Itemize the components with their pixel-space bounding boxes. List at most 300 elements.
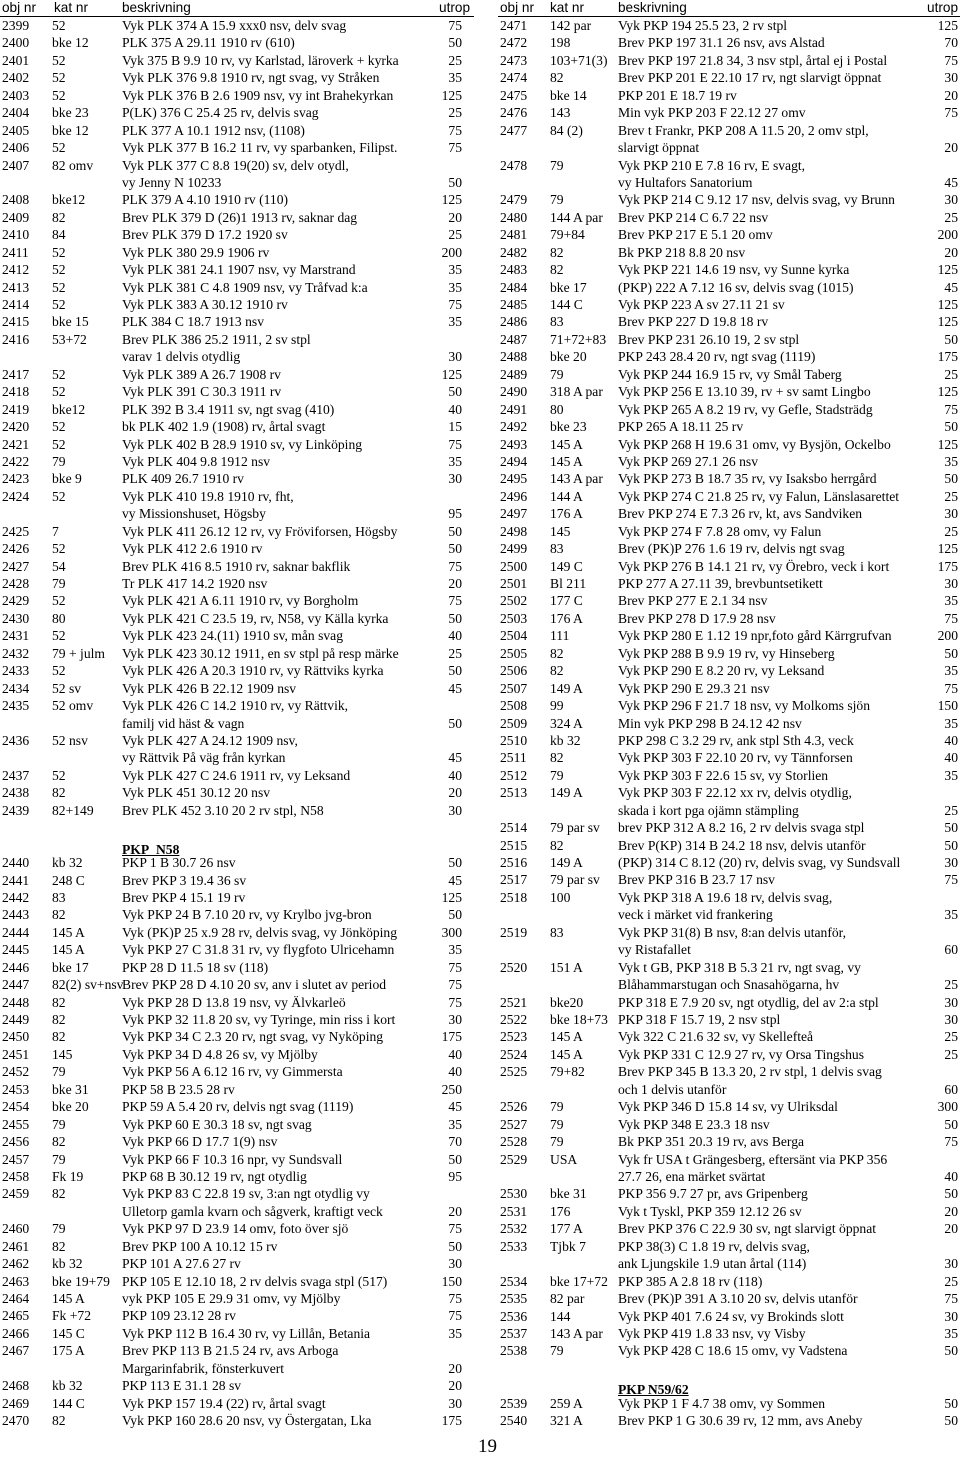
lot-description: Brev t Frankr, PKP 208 A 11.5 20, 2 omv stpl, xyxy=(618,122,869,138)
lot-number: 2423 xyxy=(2,471,30,487)
lot-description: Vyk PKP 273 B 18.7 35 rv, vy Isaksbo herrgård xyxy=(618,471,877,487)
lot-number: 2466 xyxy=(2,1325,30,1341)
lot-row xyxy=(498,157,960,192)
lot-number: 2432 xyxy=(2,645,30,661)
lot-row xyxy=(498,854,960,871)
lot-number: 2478 xyxy=(500,157,528,173)
lot-row xyxy=(0,1081,474,1098)
lot-number: 2436 xyxy=(2,733,30,748)
lot-description: Vyk PKP 274 F 7.8 28 omv, vy Falun xyxy=(618,523,822,539)
lot-number: 2496 xyxy=(500,488,528,504)
lot-row xyxy=(0,261,474,278)
catalog-number: 83 xyxy=(550,924,564,940)
lot-row xyxy=(498,418,960,435)
catalog-number: 143 A par xyxy=(550,1325,603,1341)
lot-number: 2520 xyxy=(500,959,528,975)
lot-description: Brev PKP 4 15.1 19 rv xyxy=(122,889,246,905)
lot-number: 2493 xyxy=(500,436,528,452)
lot-number: 2454 xyxy=(2,1099,30,1115)
lot-description: Brev PKP 100 A 10.12 15 rv xyxy=(122,1238,278,1254)
lot-row xyxy=(0,558,474,575)
lot-price: 50 xyxy=(448,907,462,923)
catalog-number: 79+84 xyxy=(550,227,585,243)
lot-description: Vyk PKP 27 C 31.8 31 rv, vy flygfoto Ulricehamn xyxy=(122,942,395,958)
catalog-number: 79 xyxy=(52,1116,66,1132)
lot-row xyxy=(0,889,474,906)
lot-row xyxy=(498,732,960,749)
lot-number: 2449 xyxy=(2,1012,30,1028)
lot-row xyxy=(0,1011,474,1028)
catalog-number: 80 xyxy=(52,610,66,626)
lot-row xyxy=(0,959,474,976)
lot-description: Vyk PLK 404 9.8 1912 nsv xyxy=(122,453,271,469)
lot-number: 2409 xyxy=(2,209,30,225)
lot-price: 60 xyxy=(944,1081,958,1097)
catalog-number: 318 A par xyxy=(550,384,603,400)
lot-number: 2485 xyxy=(500,297,528,313)
catalog-number: 52 xyxy=(52,419,66,435)
catalog-number: 52 xyxy=(52,87,66,103)
catalog-number: 79 xyxy=(550,366,564,382)
catalog-number: bke 20 xyxy=(550,349,587,365)
catalog-number: kb 32 xyxy=(52,1378,83,1394)
header-utrop: utrop xyxy=(927,0,958,15)
lot-number: 2474 xyxy=(500,70,528,86)
lot-price: 30 xyxy=(448,802,462,818)
lot-price: 30 xyxy=(944,1012,958,1028)
lot-row xyxy=(0,1046,474,1063)
lot-price: 50 xyxy=(448,35,462,51)
lot-description: Brev PKP 345 B 13.3 20, 2 rv stpl, 1 delvis svag xyxy=(618,1064,882,1080)
lot-number: 2468 xyxy=(2,1378,30,1394)
catalog-number: 145 A xyxy=(52,924,85,940)
lot-number: 2431 xyxy=(2,628,30,644)
catalog-number: 82 xyxy=(52,1238,66,1254)
lot-row xyxy=(498,69,960,86)
lot-row xyxy=(498,209,960,226)
lot-description: PKP 101 A 27.6 27 rv xyxy=(122,1256,241,1272)
lot-price: 25 xyxy=(448,227,462,243)
lot-price: 20 xyxy=(448,1360,462,1376)
lot-number: 2499 xyxy=(500,541,528,557)
lot-number: 2533 xyxy=(500,1238,528,1254)
lot-price: 30 xyxy=(448,1256,462,1272)
catalog-number: 177 C xyxy=(550,593,583,609)
lot-number: 2489 xyxy=(500,366,528,382)
catalog-number: 52 xyxy=(52,262,66,278)
lot-price: 50 xyxy=(944,1343,958,1359)
lot-row xyxy=(498,1116,960,1133)
lot-price: 75 xyxy=(448,593,462,609)
lot-number: 2508 xyxy=(500,698,528,714)
lot-number: 2492 xyxy=(500,419,528,435)
lot-price: 50 xyxy=(448,384,462,400)
lot-description: PLK 392 B 3.4 1911 sv, ngt svag (410) xyxy=(122,401,335,417)
lot-description: Min vyk PKP 203 F 22.12 27 omv xyxy=(618,105,806,121)
lot-number: 2462 xyxy=(2,1256,30,1272)
lot-description: Brev PLK 386 25.2 1911, 2 sv stpl xyxy=(122,331,311,347)
lot-price: 125 xyxy=(937,297,958,313)
lot-description: Brev PKP 201 E 22.10 17 rv, ngt slarvigt öppnat xyxy=(618,70,882,86)
lot-description-cont: veck i märket vid frankering xyxy=(618,907,773,923)
catalog-number: USA xyxy=(550,1151,578,1167)
lot-row xyxy=(0,1168,474,1185)
lot-row xyxy=(0,401,474,418)
lot-number: 2438 xyxy=(2,785,30,801)
lot-price: 50 xyxy=(944,1395,958,1411)
catalog-number: 52 xyxy=(52,541,66,557)
lot-description: Brev PKP 28 D 4.10 20 sv, anv i slutet av period xyxy=(122,977,387,993)
lot-description: PLK 375 A 29.11 1910 rv (610) xyxy=(122,35,295,51)
lot-row xyxy=(498,871,960,888)
lot-number: 2472 xyxy=(500,35,528,51)
lot-row xyxy=(498,401,960,418)
lot-number: 2516 xyxy=(500,855,528,871)
catalog-number: 82 omv xyxy=(52,157,94,173)
catalog-number: 145 C xyxy=(52,1325,85,1341)
lot-price: 35 xyxy=(944,593,958,609)
lot-description-cont: Margarinfabrik, fönsterkuvert xyxy=(122,1360,285,1376)
blank-row xyxy=(498,1360,960,1377)
lot-description: Vyk PKP 303 F 22.10 20 rv, vy Tännforsen xyxy=(618,750,853,766)
lot-row xyxy=(0,1098,474,1115)
lot-price: 175 xyxy=(441,1029,462,1045)
lot-description: PKP 318 E 7.9 20 sv, ngt otydlig, del av 2:a stpl xyxy=(618,994,879,1010)
lot-description: Brev PKP 227 D 19.8 18 rv xyxy=(618,314,769,330)
lot-number: 2524 xyxy=(500,1046,528,1062)
lot-description-cont: Blåhammarstugan och Snasahögarna, hv xyxy=(618,977,840,993)
lot-row xyxy=(0,941,474,958)
lot-price: 30 xyxy=(944,994,958,1010)
lot-description: PKP 298 C 3.2 29 rv, ank stpl Sth 4.3, veck xyxy=(618,732,854,748)
lot-number: 2473 xyxy=(500,52,528,68)
lot-number: 2416 xyxy=(2,331,30,347)
catalog-number: 144 C xyxy=(52,1395,85,1411)
lot-description-cont: vy Missionshuset, Högsby xyxy=(122,506,266,522)
catalog-number: 100 xyxy=(550,889,571,905)
lot-row xyxy=(0,697,474,732)
lot-price: 75 xyxy=(448,558,462,574)
lot-row xyxy=(498,1290,960,1307)
catalog-number: 144 C xyxy=(550,297,583,313)
lot-row xyxy=(0,627,474,644)
lot-number: 2430 xyxy=(2,610,30,626)
lot-price: 250 xyxy=(441,1081,462,1097)
lot-price: 20 xyxy=(448,1378,462,1394)
lot-row xyxy=(498,1395,960,1412)
lot-price: 50 xyxy=(448,541,462,557)
catalog-number: 79 xyxy=(550,1134,564,1150)
catalog-number: 7 xyxy=(52,523,59,539)
lot-price: 50 xyxy=(448,663,462,679)
lot-row xyxy=(0,157,474,192)
lot-row xyxy=(0,994,474,1011)
catalog-number: 79 xyxy=(52,1064,66,1080)
lot-number: 2506 xyxy=(500,663,528,679)
lot-description-cont: och 1 delvis utanför xyxy=(618,1081,727,1097)
lot-row xyxy=(498,1342,960,1359)
lot-number: 2426 xyxy=(2,541,30,557)
catalog-number: 82 xyxy=(550,262,564,278)
lot-row xyxy=(498,645,960,662)
lot-description: Vyk PLK 427 C 24.6 1911 rv, vy Leksand xyxy=(122,767,351,783)
lot-row xyxy=(498,540,960,557)
lot-price: 50 xyxy=(944,820,958,836)
lot-description: Vyk PKP 318 A 19.6 18 rv, delvis svag, xyxy=(618,889,833,905)
catalog-number: 79 xyxy=(550,767,564,783)
lot-price: 35 xyxy=(944,767,958,783)
lot-row xyxy=(498,104,960,121)
lot-row xyxy=(0,1185,474,1220)
catalog-number: 82 xyxy=(52,1186,66,1202)
catalog-number: 144 A par xyxy=(550,209,603,225)
lot-description: Vyk PKP 66 D 17.7 1(9) nsv xyxy=(122,1134,278,1150)
lot-row xyxy=(498,191,960,208)
catalog-number: 84 xyxy=(52,227,66,243)
lot-price: 125 xyxy=(441,192,462,208)
catalog-number: bke12 xyxy=(52,401,86,417)
lot-description: PKP 318 F 15.7 19, 2 nsv stpl xyxy=(618,1012,781,1028)
catalog-number: bke 23 xyxy=(52,105,89,121)
lot-description-cont: skada i kort pga ojämn stämpling xyxy=(618,802,799,818)
lot-row xyxy=(0,1255,474,1272)
lot-number: 2490 xyxy=(500,384,528,400)
lot-price: 35 xyxy=(944,453,958,469)
lot-row xyxy=(498,348,960,365)
lot-number: 2511 xyxy=(500,750,527,766)
lot-description: Vyk PKP 269 27.1 26 nsv xyxy=(618,453,758,469)
catalog-number: 82 xyxy=(52,1134,66,1150)
lot-row xyxy=(498,296,960,313)
lot-price: 75 xyxy=(448,436,462,452)
lot-price: 35 xyxy=(448,453,462,469)
lot-description: Vyk PKP 210 E 7.8 16 rv, E svagt, xyxy=(618,157,806,173)
lot-price: 35 xyxy=(448,1325,462,1341)
lot-row xyxy=(498,1133,960,1150)
lot-number: 2425 xyxy=(2,523,30,539)
lot-row xyxy=(498,366,960,383)
catalog-number: 79 par sv xyxy=(550,820,600,836)
catalog-number: 79+82 xyxy=(550,1064,585,1080)
lot-price: 75 xyxy=(944,872,958,888)
lot-number: 2447 xyxy=(2,977,30,993)
lot-row xyxy=(498,1273,960,1290)
lot-price: 150 xyxy=(441,1273,462,1289)
lot-price: 20 xyxy=(944,140,958,156)
lot-description: Brev PLK 452 3.10 20 2 rv stpl, N58 xyxy=(122,802,324,818)
catalog-number: 83 xyxy=(550,314,564,330)
lot-number: 2480 xyxy=(500,209,528,225)
lot-description: PLK 379 A 4.10 1910 rv (110) xyxy=(122,192,289,208)
lot-description: Vyk PLK 383 A 30.12 1910 rv xyxy=(122,297,288,313)
lot-description: Brev PKP 376 C 22.9 30 sv, ngt slarvigt öppnat xyxy=(618,1221,877,1237)
lot-row xyxy=(0,540,474,557)
lot-number: 2408 xyxy=(2,192,30,208)
lot-number: 2539 xyxy=(500,1395,528,1411)
lot-price: 50 xyxy=(944,419,958,435)
lot-number: 2514 xyxy=(500,820,528,836)
lot-row xyxy=(0,209,474,226)
lot-number: 2532 xyxy=(500,1221,528,1237)
lot-description: (PKP) 222 A 7.12 16 sv, delvis svag (1015) xyxy=(618,279,854,295)
catalog-number: 52 sv xyxy=(52,680,82,696)
lot-number: 2522 xyxy=(500,1012,528,1028)
lot-price: 40 xyxy=(448,1064,462,1080)
catalog-number: 82 xyxy=(550,244,564,260)
lot-row xyxy=(0,87,474,104)
lot-price: 95 xyxy=(448,1168,462,1184)
lot-description: Vyk PKP 401 7.6 24 sv, vy Brokinds slott xyxy=(618,1308,844,1324)
lot-row xyxy=(0,244,474,261)
lot-price: 50 xyxy=(448,523,462,539)
lot-price: 35 xyxy=(448,1116,462,1132)
lot-number: 2467 xyxy=(2,1343,30,1359)
lot-number: 2488 xyxy=(500,349,528,365)
lot-price: 45 xyxy=(448,750,462,766)
lot-description: Tr PLK 417 14.2 1920 nsv xyxy=(122,576,268,592)
lot-number: 2412 xyxy=(2,262,30,278)
lot-description: Vyk PLK 376 B 2.6 1909 nsv, vy int Brahekyrkan xyxy=(122,87,394,103)
lot-number: 2531 xyxy=(500,1203,528,1219)
lot-description: PKP 1 B 30.7 26 nsv xyxy=(122,855,236,871)
lot-row xyxy=(498,592,960,609)
lot-description: Brev PKP 316 B 23.7 17 nsv xyxy=(618,872,775,888)
lot-row xyxy=(0,906,474,923)
catalog-number: 145 A xyxy=(550,453,583,469)
lot-number: 2406 xyxy=(2,140,30,156)
lot-price: 30 xyxy=(448,349,462,365)
lot-row xyxy=(0,470,474,487)
lot-description: Vyk PKP 56 A 6.12 16 rv, vy Gimmersta xyxy=(122,1064,343,1080)
lot-description: Brev PKP 1 G 30.6 39 rv, 12 mm, avs Aneby xyxy=(618,1413,863,1429)
catalog-number: kb 32 xyxy=(52,855,83,871)
lot-description: Vyk PLK 391 C 30.3 1911 rv xyxy=(122,384,282,400)
lot-price: 20 xyxy=(944,1221,958,1237)
lot-row xyxy=(0,488,474,523)
header-obj-nr: obj nr xyxy=(2,0,37,15)
lot-description: Vyk (PK)P 25 x.9 28 rv, delvis svag, vy Jönköping xyxy=(122,924,398,940)
lot-price: 15 xyxy=(448,419,462,435)
lot-number: 2495 xyxy=(500,471,528,487)
lot-number: 2444 xyxy=(2,924,30,940)
lot-price: 125 xyxy=(441,889,462,905)
lot-row xyxy=(498,488,960,505)
lot-row xyxy=(498,52,960,69)
lot-price: 300 xyxy=(937,1099,958,1115)
catalog-number: 248 C xyxy=(52,872,85,888)
catalog-number: 145 xyxy=(52,1046,73,1062)
catalog-number: 82 xyxy=(52,1413,66,1429)
lot-price: 125 xyxy=(441,87,462,103)
lot-price: 70 xyxy=(448,1134,462,1150)
catalog-number: 82 xyxy=(52,1029,66,1045)
lot-number: 2526 xyxy=(500,1099,528,1115)
lot-description: PKP 277 A 27.11 39, brevbuntsetikett xyxy=(618,576,823,592)
lot-price: 30 xyxy=(944,192,958,208)
catalog-number: 149 A xyxy=(550,785,583,801)
lot-description: bk PLK 402 1.9 (1908) rv, årtal svagt xyxy=(122,419,326,435)
lot-number: 2475 xyxy=(500,87,528,103)
header-left xyxy=(0,0,474,17)
lot-row xyxy=(0,453,474,470)
lot-description: (PKP) 314 C 8.12 (20) rv, delvis svag, vy Sundsvall xyxy=(618,855,901,871)
lot-description-cont: slarvigt öppnat xyxy=(618,140,700,156)
lot-row xyxy=(0,575,474,592)
catalog-number: 144 A xyxy=(550,488,583,504)
lot-row xyxy=(0,1220,474,1237)
catalog-number: 52 xyxy=(52,244,66,260)
lot-description: Vyk PKP 83 C 22.8 19 sv, 3:an ngt otydlig vy xyxy=(122,1186,370,1202)
lot-description: Brev PKP 113 B 21.5 24 rv, avs Arboga xyxy=(122,1343,339,1359)
lot-price: 40 xyxy=(448,1046,462,1062)
lot-number: 2483 xyxy=(500,262,528,278)
catalog-number: Bl 211 xyxy=(550,576,587,592)
lot-row xyxy=(0,17,474,34)
lot-description: Vyk PKP 265 A 8.2 19 rv, vy Gefle, Stadsträdg xyxy=(618,401,873,417)
lot-description: Vyk PLK 402 B 28.9 1910 sv, vy Linköping xyxy=(122,436,363,452)
catalog-number: bke 20 xyxy=(52,1099,89,1115)
lot-description: Bk PKP 218 8.8 20 nsv xyxy=(618,244,746,260)
page-number: 19 xyxy=(478,1436,497,1457)
lot-description-cont: 27.7 26, ena märket svärtat xyxy=(618,1168,766,1184)
lot-description-cont: vy Rättvik På väg från kyrkan xyxy=(122,750,286,766)
lot-description: Vyk PKP 244 16.9 15 rv, vy Smål Taberg xyxy=(618,366,842,382)
lot-row xyxy=(0,1342,474,1377)
lot-number: 2528 xyxy=(500,1134,528,1150)
lot-price: 50 xyxy=(944,471,958,487)
lot-number: 2405 xyxy=(2,122,30,138)
lot-row xyxy=(498,610,960,627)
lot-description: Vyk PKP 268 H 19.6 31 omv, vy Bysjön, Ockelbo xyxy=(618,436,891,452)
lot-price: 75 xyxy=(448,959,462,975)
lot-row xyxy=(498,575,960,592)
lot-price: 35 xyxy=(448,262,462,278)
lot-number: 2434 xyxy=(2,680,30,696)
catalog-number: 176 A xyxy=(550,610,583,626)
header-obj-nr: obj nr xyxy=(500,0,535,15)
lot-description: Vyk PLK 411 26.12 12 rv, vy Fröviforsen, Högsby xyxy=(122,523,398,539)
lot-row xyxy=(498,1151,960,1186)
lot-number: 2458 xyxy=(2,1168,30,1184)
catalog-number: bke 17 xyxy=(550,279,587,295)
lot-number: 2523 xyxy=(500,1029,528,1045)
lot-price: 200 xyxy=(937,628,958,644)
catalog-number: 52 xyxy=(52,297,66,313)
lot-price: 45 xyxy=(448,680,462,696)
lot-row xyxy=(498,1220,960,1237)
lot-row xyxy=(0,418,474,435)
lot-row xyxy=(498,715,960,732)
lot-row xyxy=(0,1273,474,1290)
lot-row xyxy=(0,52,474,69)
lot-description: Vyk 322 C 21.6 32 sv, vy Skellefteå xyxy=(618,1029,814,1045)
lot-number: 2530 xyxy=(500,1186,528,1202)
lot-description: Vyk PKP 1 F 4.7 38 omv, vy Sommen xyxy=(618,1395,826,1411)
lot-description: PKP 59 A 5.4 20 rv, delvis ngt svag (1119) xyxy=(122,1099,354,1115)
lot-description-cont: vy Jenny N 10233 xyxy=(122,174,222,190)
lot-row xyxy=(0,1377,474,1394)
section-heading-text: PKP_N58 xyxy=(122,841,180,857)
lot-number: 2459 xyxy=(2,1186,30,1202)
lot-description: Brev (PK)P 391 A 3.10 20 sv, delvis utanför xyxy=(618,1291,858,1307)
lot-price: 25 xyxy=(448,645,462,661)
lot-number: 2410 xyxy=(2,227,30,243)
lot-description: PKP 109 23.12 28 rv xyxy=(122,1308,236,1324)
catalog-number: 145 A xyxy=(52,1291,85,1307)
lot-description: Vyk PLK 426 C 14.2 1910 rv, vy Rättvik, xyxy=(122,698,349,714)
lot-row xyxy=(0,313,474,330)
lot-row xyxy=(498,837,960,854)
